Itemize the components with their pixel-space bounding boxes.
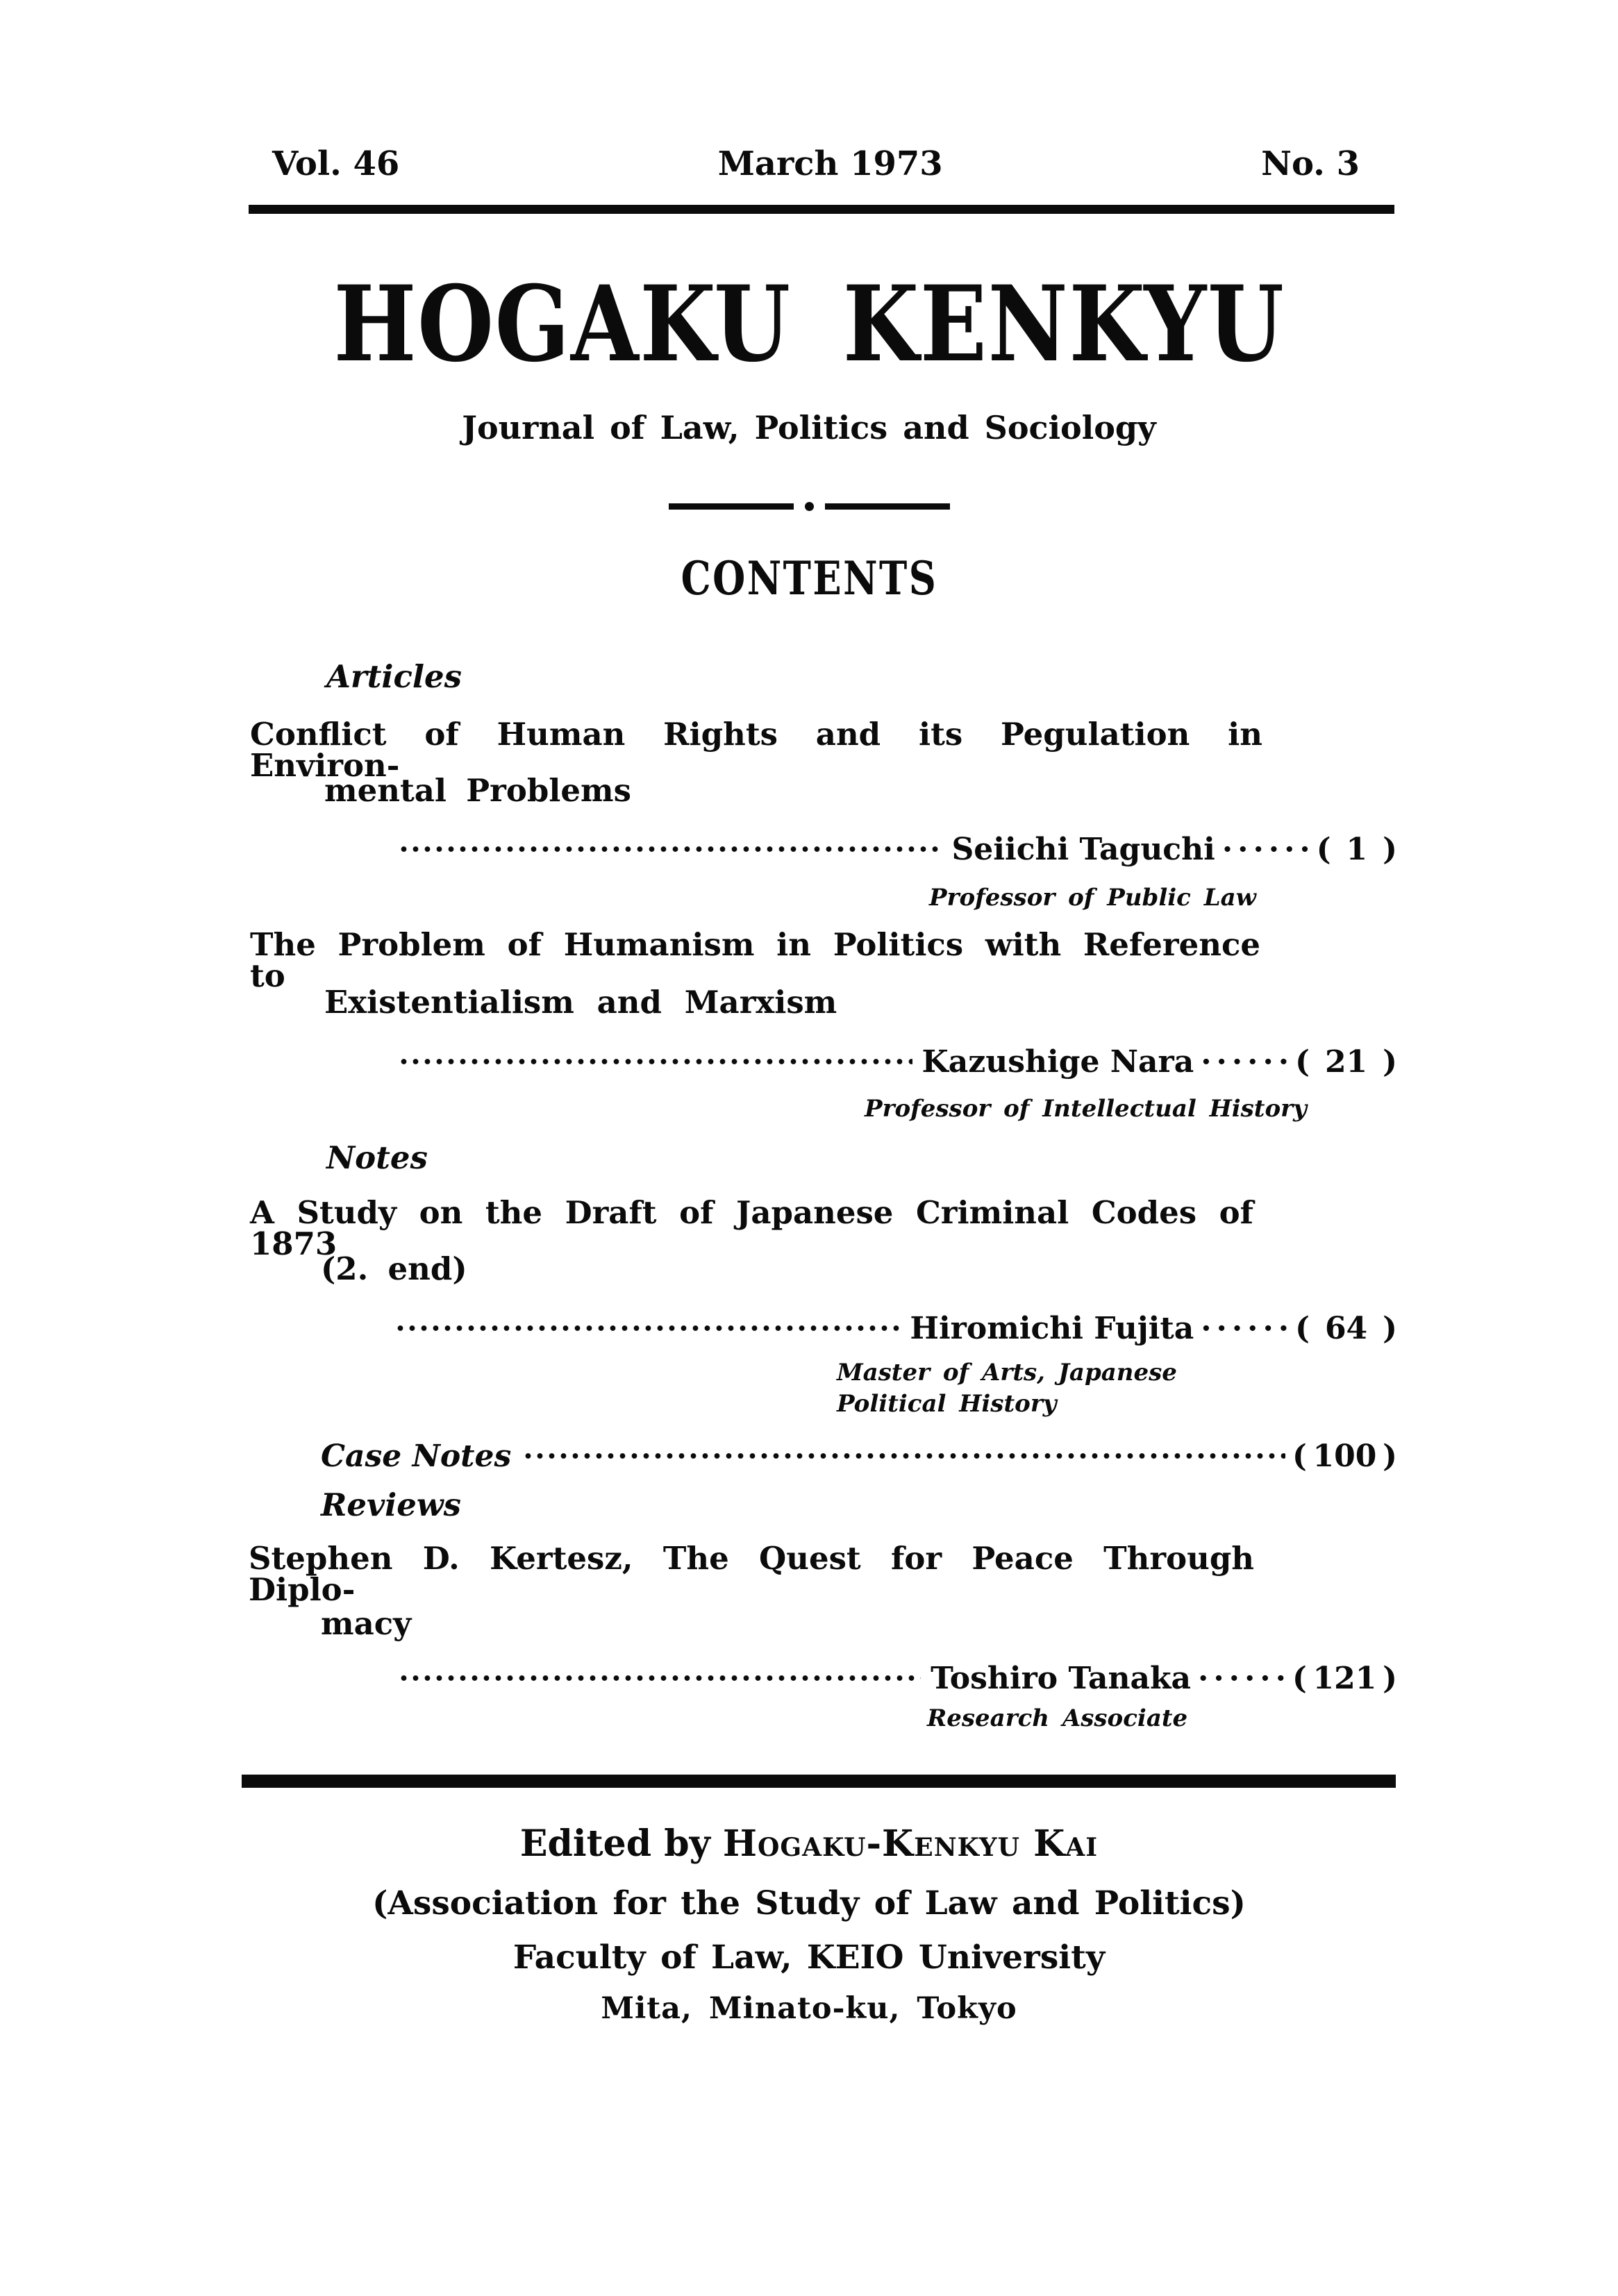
entry-title-line: macy [321,1605,412,1642]
divider-bar-left [669,503,794,510]
dot-ellipsis: ······ [1198,1660,1291,1696]
dot-leader [522,1436,1285,1476]
entry-title-line: Stephen D. Kertesz, The Quest for Peace Through Diplo- [249,1540,1254,1608]
entry-title-line: Existentialism and Marxism [324,984,837,1021]
divider-bar-right [825,503,950,510]
entry-affiliation: Political History [837,1390,1057,1418]
entry-author-row [398,829,1397,869]
section-heading-reviews: Reviews [321,1486,461,1523]
divider-dot [805,502,814,511]
issue-header-row [272,144,1360,183]
dot-ellipsis: ······ [1201,1044,1294,1080]
footer-editor-name: Hogaku-Kenkyu Kai [722,1822,1099,1865]
entry-page-number: ( 64 ) [1295,1310,1397,1346]
entry-page-number: ( 121 ) [1292,1660,1397,1696]
dot-ellipsis: ······ [1221,831,1315,867]
dot-leader [394,1308,900,1348]
entry-page-number: ( 100 ) [1292,1438,1397,1474]
entry-author: Toshiro Tanaka [931,1660,1192,1696]
journal-title: HOGAKU KENKYU [333,263,1285,385]
footer-association: (Association for the Study of Law and Politics) [372,1884,1246,1922]
issue-date: March 1973 [717,144,943,183]
footer-faculty: Faculty of Law, KEIO University [512,1938,1106,1977]
dot-leader [398,1658,921,1698]
section-heading-notes: Notes [326,1139,428,1176]
entry-author-row [398,1658,1397,1698]
entry-affiliation: Professor of Public Law [929,884,1256,912]
entry-author-row [394,1308,1397,1348]
footer-edited-prefix: Edited by [519,1822,710,1865]
ornament-divider [0,502,1618,511]
top-rule [249,205,1394,214]
entry-affiliation: Research Associate [927,1704,1188,1732]
entry-title-line: (2. end) [321,1250,467,1287]
entry-author: Kazushige Nara [921,1044,1194,1080]
contents-heading: CONTENTS [681,551,937,605]
footer-edited-line [0,1822,1618,1865]
bottom-rule [242,1775,1396,1788]
entry-page-number: ( 1 ) [1316,831,1397,867]
entry-author-row [398,1041,1397,1082]
entry-title-line: The Problem of Humanism in Politics with Reference to [250,926,1260,994]
entry-page-number: ( 21 ) [1295,1044,1397,1080]
case-notes-row [321,1436,1397,1476]
entry-affiliation: Professor of Intellectual History [865,1095,1307,1123]
footer-address: Mita, Minato-ku, Tokyo [601,1991,1017,2026]
volume-label: Vol. 46 [272,144,400,183]
section-heading-articles: Articles [326,658,462,695]
entry-title-line: mental Problems [324,772,631,809]
entry-title-line: Conflict of Human Rights and its Pegulation in Environ- [250,716,1262,784]
entry-affiliation: Master of Arts, Japanese [837,1359,1177,1386]
journal-subtitle: Journal of Law, Politics and Sociology [462,409,1156,446]
issue-number: No. 3 [1261,144,1360,183]
entry-author: Seiichi Taguchi [951,831,1215,867]
dot-ellipsis: ······ [1201,1310,1294,1346]
dot-leader [398,829,942,869]
entry-author: Hiromichi Fujita [910,1310,1194,1346]
dot-leader [398,1041,912,1082]
case-notes-label: Case Notes [321,1438,512,1474]
entry-title-line: A Study on the Draft of Japanese Criminal Codes of 1873 [250,1194,1253,1262]
